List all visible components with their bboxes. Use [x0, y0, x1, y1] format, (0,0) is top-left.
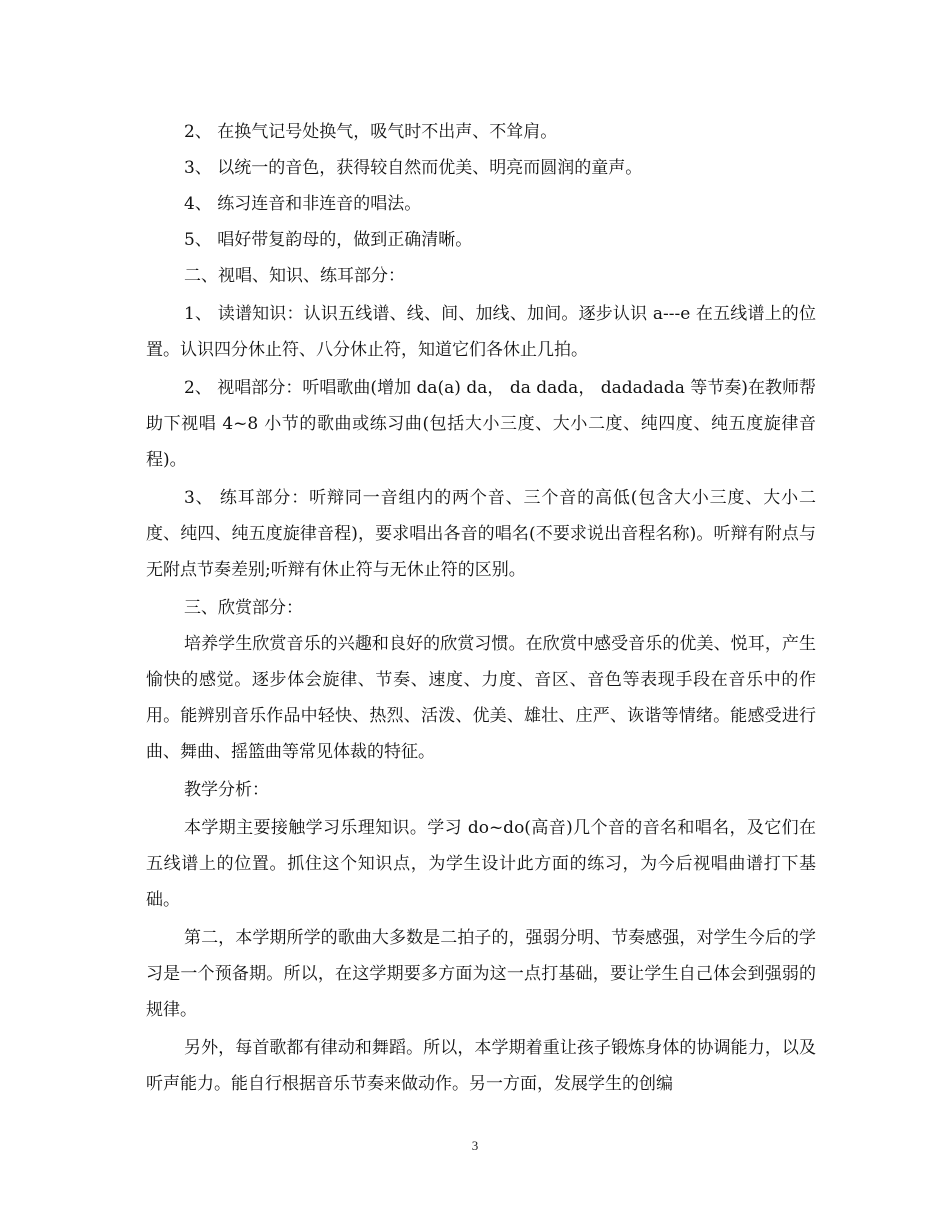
paragraph-notation-knowledge: 1、 读谱知识：认识五线谱、线、间、加线、加间。逐步认识 a---e 在五线谱上的位置。认识四分休止符、八分休止符，知道它们各休止几拍。: [146, 304, 816, 360]
section-heading-appreciation: 三、欣赏部分：: [184, 598, 303, 618]
paragraph-appreciation: 培养学生欣赏音乐的兴趣和良好的欣赏习惯。在欣赏中感受音乐的优美、悦耳，产生愉快的感觉。逐步体会旋律、节奏、速度、力度、音区、音色等表现手段在音乐中的作用。能辨别音乐作品中轻快、热烈、活泼、优美、雄壮、庄严、诙谐等情绪。能感受进行曲、舞曲、摇篮曲等常见体裁的特征。: [146, 634, 816, 762]
paragraph-item-3: 3、 以统一的音色，获得较自然而优美、明亮而圆润的童声。: [184, 158, 643, 178]
section-heading-sight-singing: 二、视唱、知识、练耳部分：: [184, 266, 405, 286]
page-number: 3: [471, 1138, 479, 1153]
paragraph-item-2: 2、 在换气记号处换气，吸气时不出声、不耸肩。: [184, 122, 558, 142]
paragraph-sight-singing: 2、 视唱部分：听唱歌曲(增加 da(a) da， da dada， dadadada 等节奏)在教师帮助下视唱 4~8 小节的歌曲或练习曲(包括大小三度、大小二度、纯四度、纯五度旋律音程)。: [146, 378, 816, 470]
section-heading-teaching-analysis: 教学分析：: [184, 780, 269, 800]
paragraph-music-theory: 本学期主要接触学习乐理知识。学习 do~do(高音)几个音的音名和唱名，及它们在五线谱上的位置。抓住这个知识点，为学生设计此方面的练习，为今后视唱曲谱打下基础。: [146, 818, 816, 910]
paragraph-ear-training: 3、 练耳部分：听辩同一音组内的两个音、三个音的高低(包含大小三度、大小二度、纯四、纯五度旋律音程)，要求唱出各音的唱名(不要求说出音程名称)。听辩有附点与无附点节奏差别;听辩有休止符与无休止符的区别。: [146, 488, 816, 580]
paragraph-item-5: 5、 唱好带复韵母的，做到正确清晰。: [184, 230, 473, 250]
paragraph-second-point: 第二，本学期所学的歌曲大多数是二拍子的，强弱分明、节奏感强，对学生今后的学习是一个预备期。所以，在这学期要多方面为这一点打基础，要让学生自己体会到强弱的规律。: [146, 928, 816, 1020]
paragraph-item-4: 4、 练习连音和非连音的唱法。: [184, 194, 422, 214]
paragraph-additionally: 另外，每首歌都有律动和舞蹈。所以，本学期着重让孩子锻炼身体的协调能力，以及听声能力。能自行根据音乐节奏来做动作。另一方面，发展学生的创编: [146, 1038, 816, 1094]
